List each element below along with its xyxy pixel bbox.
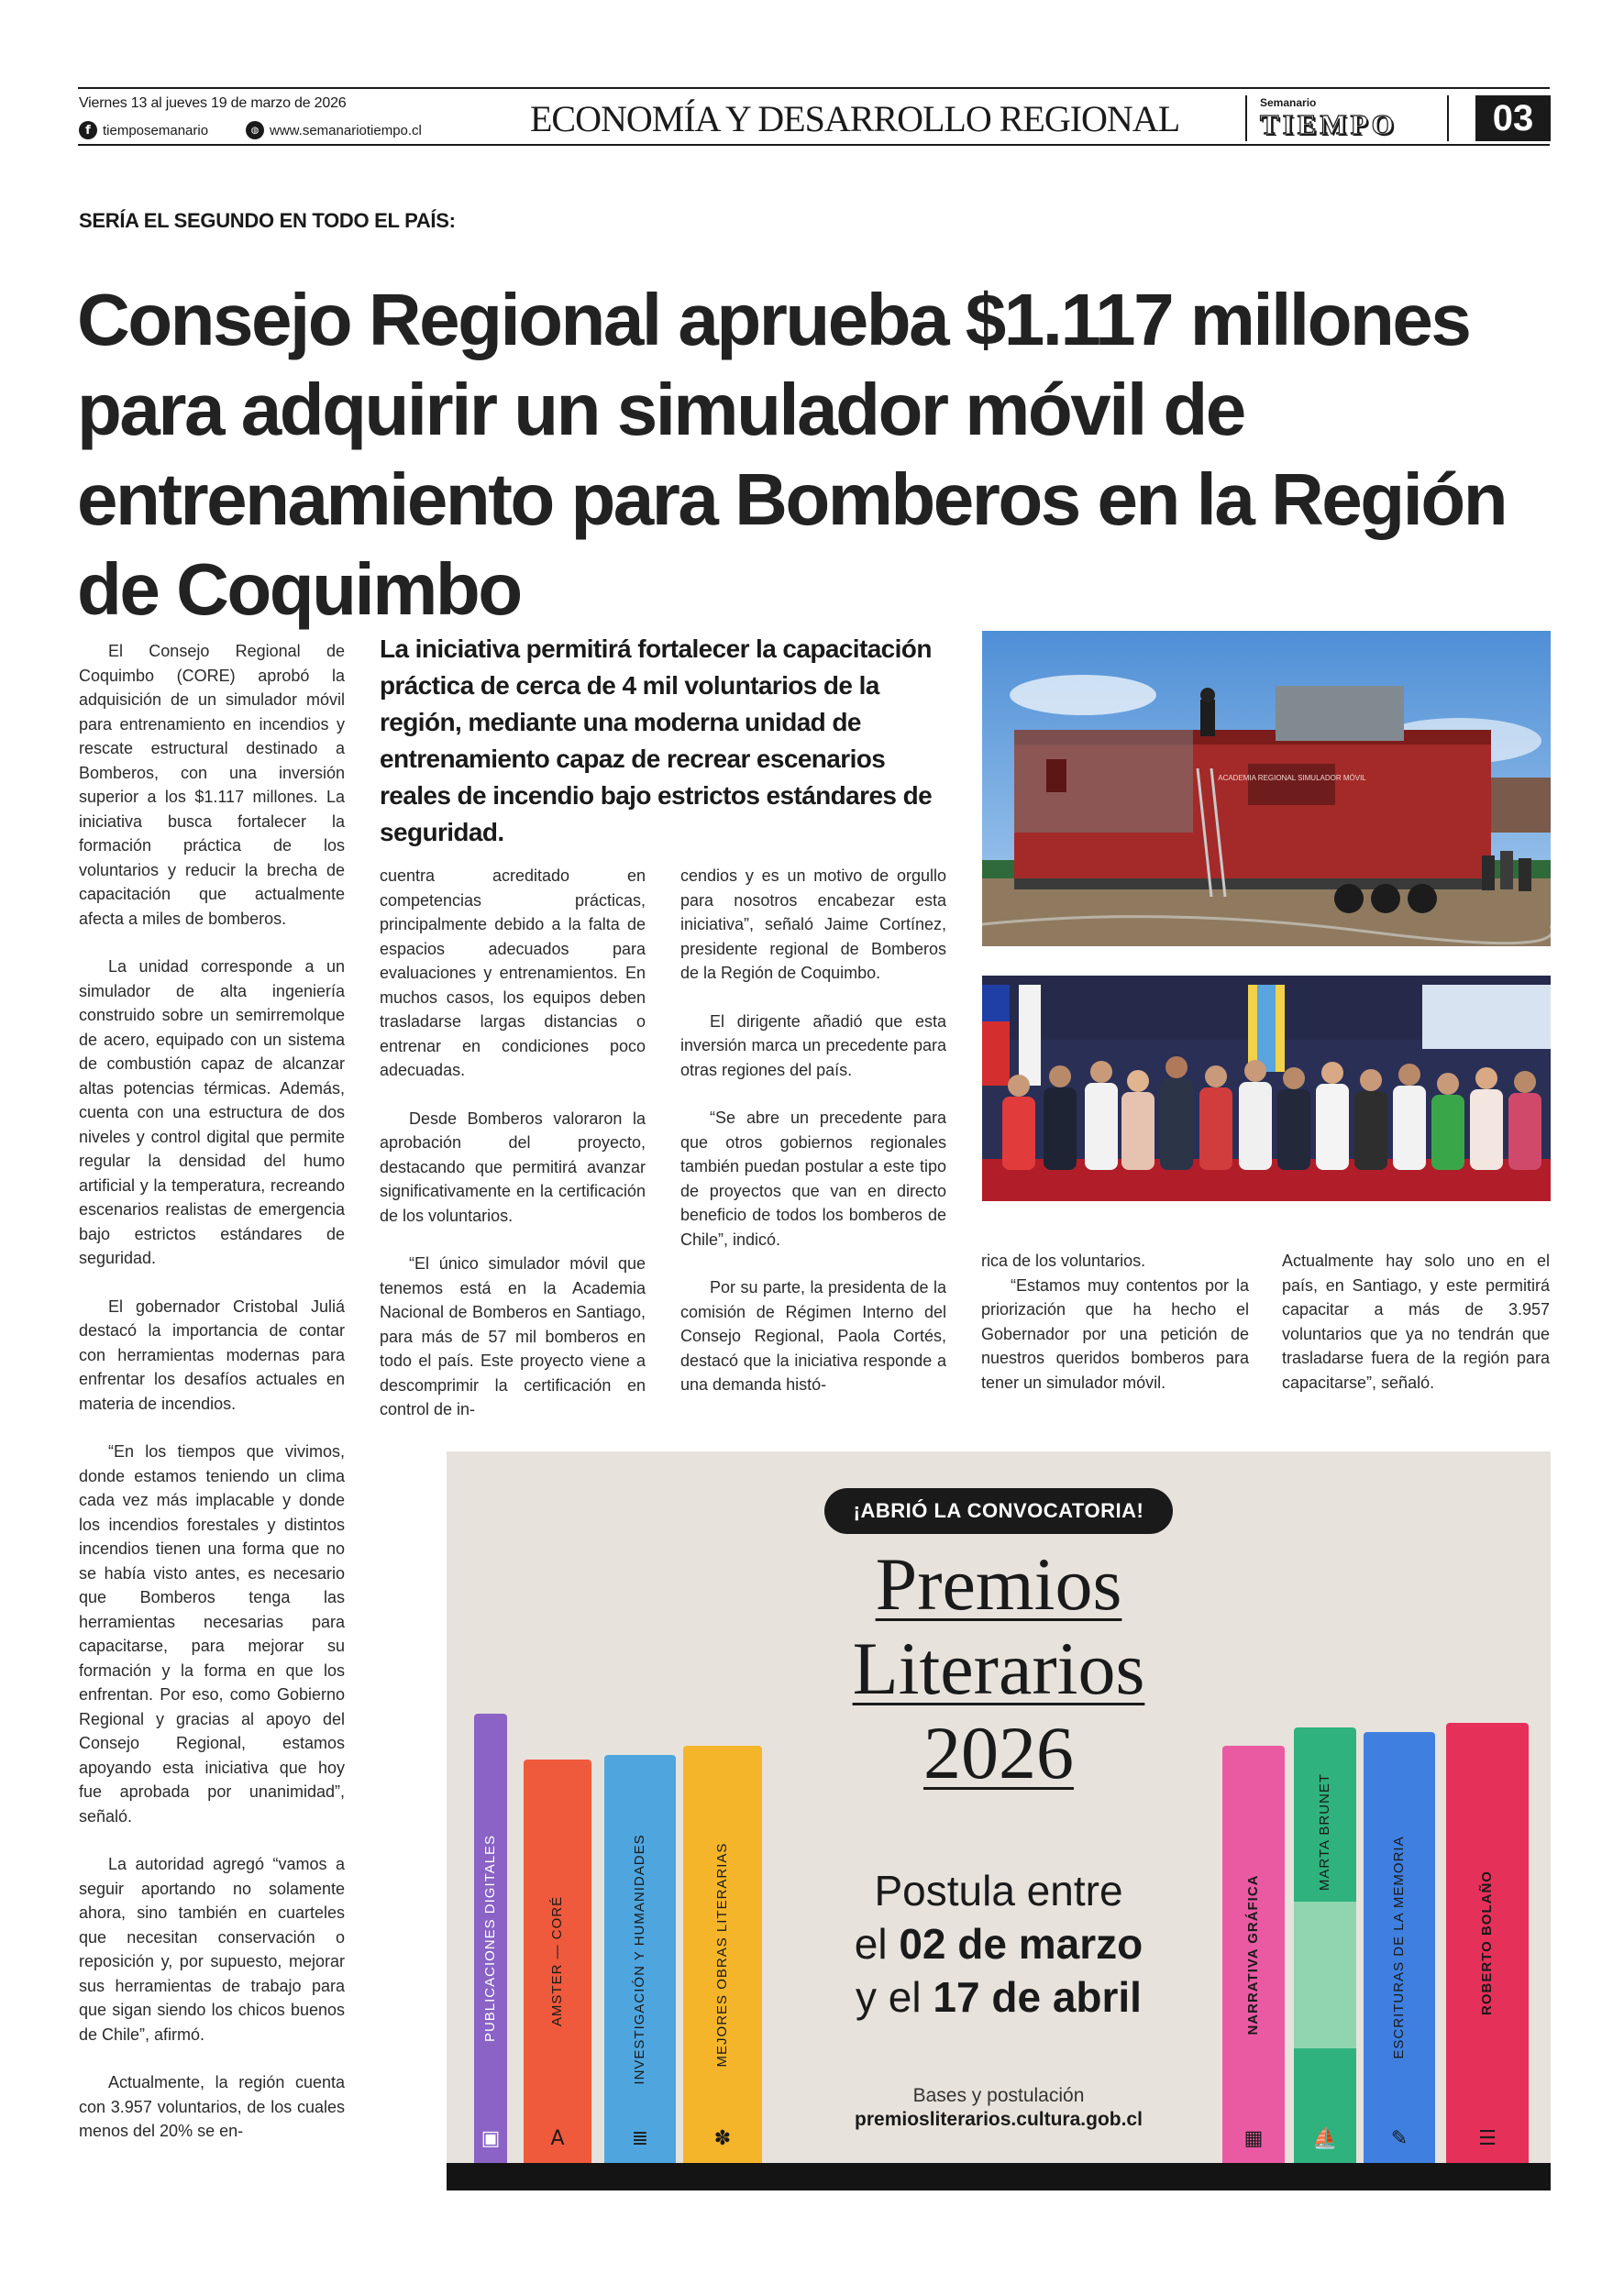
ad-bases-label: Bases y postulación xyxy=(912,2085,1085,2106)
ad-title-line-2: Literarios xyxy=(852,1627,1145,1710)
article-column-5 xyxy=(1282,1249,1550,1418)
masthead-label: Semanario xyxy=(1260,96,1317,109)
page-number: 03 xyxy=(1475,95,1551,141)
website-link[interactable] xyxy=(246,121,422,139)
paragraph: Desde Bomberos valoraron la aprobación del proyecto, destacando que permitirá avanzar significativamente en la certificación de los voluntarios. xyxy=(380,1109,646,1225)
book-publicaciones-digitales: PUBLICACIONES DIGITALES ▣ xyxy=(474,1714,507,2163)
paragraph: “El único simulador móvil que tenemos está en la Academia Nacional de Bomberos en Santiago, para más de 57 mil bomberos en todo el país. Este proyecto viene a descomprimir la certificación en control de in- xyxy=(380,1254,646,1418)
article-headline: Consejo Regional aprueba $1.117 millones para adquirir un simulador móvil de entrenamiento para Bomberos en la Región de Coquimbo xyxy=(77,279,1507,630)
book-roberto-bolano: ROBERTO BOLAÑO ☰ xyxy=(1446,1723,1529,2163)
quill-icon: ✎ xyxy=(1390,2127,1409,2150)
paragraph: “Estamos muy contentos por la priorización que ha hecho el Gobernador por una petición de nuestros queridos bomberos para tener un simulador móvil. xyxy=(981,1275,1249,1392)
boat-icon: ⛵ xyxy=(1312,2127,1338,2150)
paragraph: cendios y es un motivo de orgullo para nosotros encabezar esta iniciativa”, señaló Jaime Cortínez, presidente regional de Bomberos de la Región de Coquimbo. xyxy=(680,866,946,982)
website-link-text: www.semanariotiempo.cl xyxy=(270,122,422,138)
book-investigacion-humanidades: INVESTIGACIÓN Y HUMANIDADES ≣ xyxy=(604,1755,676,2163)
article-kicker: SERÍA EL SEGUNDO EN TODO EL PAÍS: xyxy=(79,209,456,232)
books-stack-icon: ≣ xyxy=(631,2127,649,2150)
book-mejores-obras-literarias: MEJORES OBRAS LITERARIAS ✽ xyxy=(683,1746,762,2163)
ad-dates xyxy=(722,1864,1276,2024)
paragraph: “En los tiempos que vivimos, donde estamos teniendo un clima cada vez más implacable y donde los incendios forestales y distintos incendios tienen una forma que no se había visto antes, es necesario que Bomberos tenga las herramientas necesarias para capacitarse, para mejorar su formación y la forma en que los enfrentan. Por eso, como Gobierno Regional y gracias al apoyo del Consejo Regional, estamos apoyando esta iniciativa que hoy fue aprobada por unanimidad”, señaló. xyxy=(79,1442,345,1826)
truck-label-text: ACADEMIA REGIONAL SIMULADOR MÓVIL xyxy=(1218,774,1366,782)
header-bottom-rule xyxy=(78,144,1550,146)
book-narrativa-grafica: NARRATIVA GRÁFICA ▦ xyxy=(1222,1746,1285,2163)
paragraph: El Consejo Regional de Coquimbo (CORE) aprobó la adquisición de un simulador móvil para entrenamiento en incendios y rescate estructural destinado a Bomberos, con una inversión superior a los $1.117 millones. La iniciativa busca fortalecer la formación práctica de los voluntarios y reducir la brecha de capacitación que actualmente afecta a miles de bomberos. xyxy=(79,642,345,928)
ad-title-line-1: Premios xyxy=(875,1542,1122,1626)
ad-dates-line-2: el 02 de marzo xyxy=(854,1920,1143,1968)
paragraph: El dirigente añadió que esta inversión marca un precedente para otras regiones del país. xyxy=(680,1011,946,1079)
ad-bases-url[interactable]: premiosliterarios.cultura.gob.cl xyxy=(855,2109,1143,2130)
paragraph: rica de los voluntarios. xyxy=(981,1252,1146,1270)
paragraph: cuentra acreditado en competencias prácticas, principalmente debido a la falta de espacios adecuados para evaluaciones y entrenamientos. En muchos casos, los equipos deben trasladarse largas distancias o entrenar en condiciones poco adecuadas. xyxy=(380,866,646,1079)
masthead-logo: TIEMPO xyxy=(1260,108,1398,140)
comic-panel-icon: ▦ xyxy=(1243,2127,1264,2150)
paragraph: Por su parte, la presidenta de la comisión de Régimen Interno del Consejo Regional, Paola Cortés, destacó que la iniciativa responde a una demanda histó- xyxy=(680,1278,946,1394)
header-top-rule xyxy=(78,87,1550,89)
issue-date: Viernes 13 al jueves 19 de marzo de 2026 xyxy=(79,95,347,111)
ad-dates-line-1: Postula entre xyxy=(874,1867,1123,1914)
book-icon: ▣ xyxy=(481,2127,501,2150)
header-divider xyxy=(1447,95,1449,141)
ad-title-line-3: 2026 xyxy=(923,1711,1074,1794)
paragraph: Actualmente, la región cuenta con 3.957 voluntarios, de los cuales menos del 20% se en- xyxy=(79,2073,345,2140)
web-globe-icon: ◍ xyxy=(246,121,264,139)
books-icon: ☰ xyxy=(1478,2127,1497,2150)
book-marta-brunet: MARTA BRUNET ⛵ xyxy=(1294,1727,1356,2163)
ad-dates-line-3: y el 17 de abril xyxy=(856,1973,1142,2021)
premios-literarios-ad[interactable] xyxy=(447,1451,1551,2190)
facebook-icon: f xyxy=(79,121,97,139)
section-title: ECONOMÍA Y DESARROLLO REGIONAL xyxy=(530,98,1180,139)
paragraph: La unidad corresponde a un simulador de alta ingeniería construido sobre un semirremolque de acero, equipado con un sistema de combustión capaz de alcanzar altas potencias térmicas. Además, cuenta con una estructura de dos niveles y control digital que permite regular la densidad del humo artificial y la temperatura, recreando escenarios realistas de emergencia bajo estrictos estándares de seguridad. xyxy=(79,957,345,1267)
article-column-3 xyxy=(680,864,946,1421)
fire-simulator-truck-photo xyxy=(982,631,1551,946)
truck-photo-illustration xyxy=(982,631,1551,946)
header-divider xyxy=(1245,95,1247,141)
facebook-handle[interactable] xyxy=(79,121,208,139)
paragraph: Actualmente hay solo uno en el país, en Santiago, y este permitirá capacitar a más de 3.957 voluntarios que ya no tendrán que trasladarse fuera de la región para capacitarse”, señaló. xyxy=(1282,1252,1550,1392)
article-column-2 xyxy=(380,864,646,1446)
group-photo-illustration xyxy=(982,976,1551,1201)
article-column-1 xyxy=(79,639,345,2168)
paragraph: El gobernador Cristobal Juliá destacó la importancia de contar con herramientas modernas para enfrentar los desafíos actuales en materia de incendios. xyxy=(79,1296,345,1413)
council-group-photo xyxy=(982,976,1551,1201)
open-book-icon: ✽ xyxy=(713,2127,732,2150)
article-column-4 xyxy=(981,1249,1249,1418)
facebook-handle-text: tiemposemanario xyxy=(103,122,209,138)
paragraph: La autoridad agregó “vamos a seguir aportando no solamente ahora, sino también en cuarteles que necesitan conservación o reposición y, por supuesto, mejorar sus herramientas de trabajo para que sigan siendo los chicos buenos de Chile”, afirmó. xyxy=(79,1855,345,2044)
book-escrituras-memoria: ESCRITURAS DE LA MEMORIA ✎ xyxy=(1364,1732,1435,2163)
ad-announcement-pill: ¡ABRIÓ LA CONVOCATORIA! xyxy=(824,1488,1173,1534)
paragraph: “Se abre un precedente para que otros gobiernos regionales también puedan postular a este tipo de proyectos que van en directo beneficio de todos los bomberos de Chile”, indicó. xyxy=(680,1109,946,1249)
ad-bottom-bar xyxy=(447,2163,1551,2190)
letter-a-icon: A xyxy=(550,2127,565,2150)
ad-bases xyxy=(722,2084,1276,2132)
book-amster-core: AMSTER — CORÉ A xyxy=(524,1760,591,2163)
article-lead: La iniciativa permitirá fortalecer la capacitación práctica de cerca de 4 mil voluntarios de la región, mediante una moderna unidad de entrenamiento capaz de recrear escenarios reales de incendio bajo estrictos estándares de seguridad. xyxy=(380,634,933,846)
